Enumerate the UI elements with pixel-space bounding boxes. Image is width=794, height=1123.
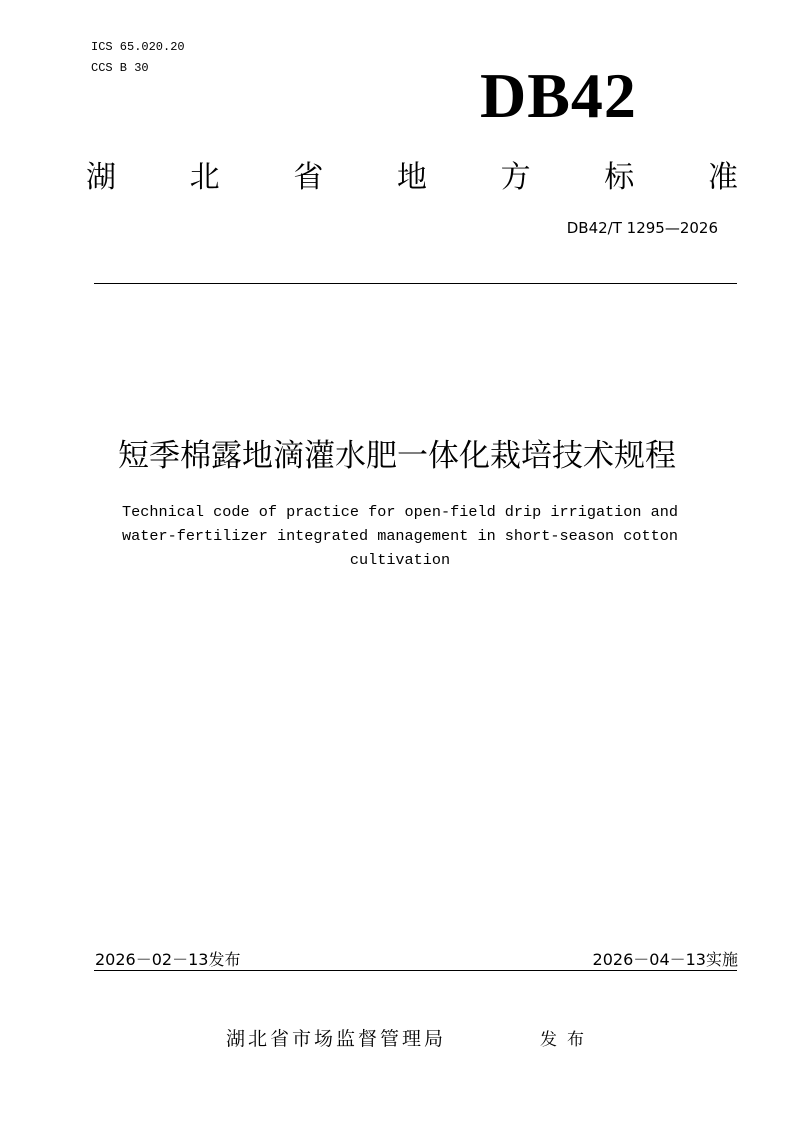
standard-name-char: 标 <box>604 160 635 195</box>
title-english: Technical code of practice for open-field drip irrigation and water-fertilizer integrated management in short-season cotton cultivation <box>122 503 678 569</box>
bottom-divider <box>94 970 737 971</box>
ics-code: ICS 65.020.20 <box>91 40 185 54</box>
standard-name-char: 湖 <box>86 160 116 195</box>
standard-name-char: 北 <box>189 160 220 195</box>
issuing-authority: 湖北省市场监督管理局 <box>226 1028 447 1050</box>
title-chinese: 短季棉露地滴灌水肥一体化栽培技术规程 <box>118 438 676 474</box>
standard-name-char: 准 <box>707 160 738 195</box>
ccs-code: CCS B 30 <box>91 61 149 75</box>
implementation-date: 2026－04－13实施 <box>592 950 738 969</box>
db-logo: DB42 <box>480 60 637 131</box>
issue-label: 发布 <box>540 1030 594 1050</box>
standard-name-char: 省 <box>293 160 324 195</box>
standard-name <box>86 152 738 196</box>
standard-number: DB42/T 1295—2026 <box>566 219 718 237</box>
issue-date: 2026－02－13发布 <box>95 950 241 969</box>
standard-name-char: 方 <box>500 160 531 195</box>
top-divider <box>94 283 737 284</box>
standard-name-char: 地 <box>396 160 427 195</box>
